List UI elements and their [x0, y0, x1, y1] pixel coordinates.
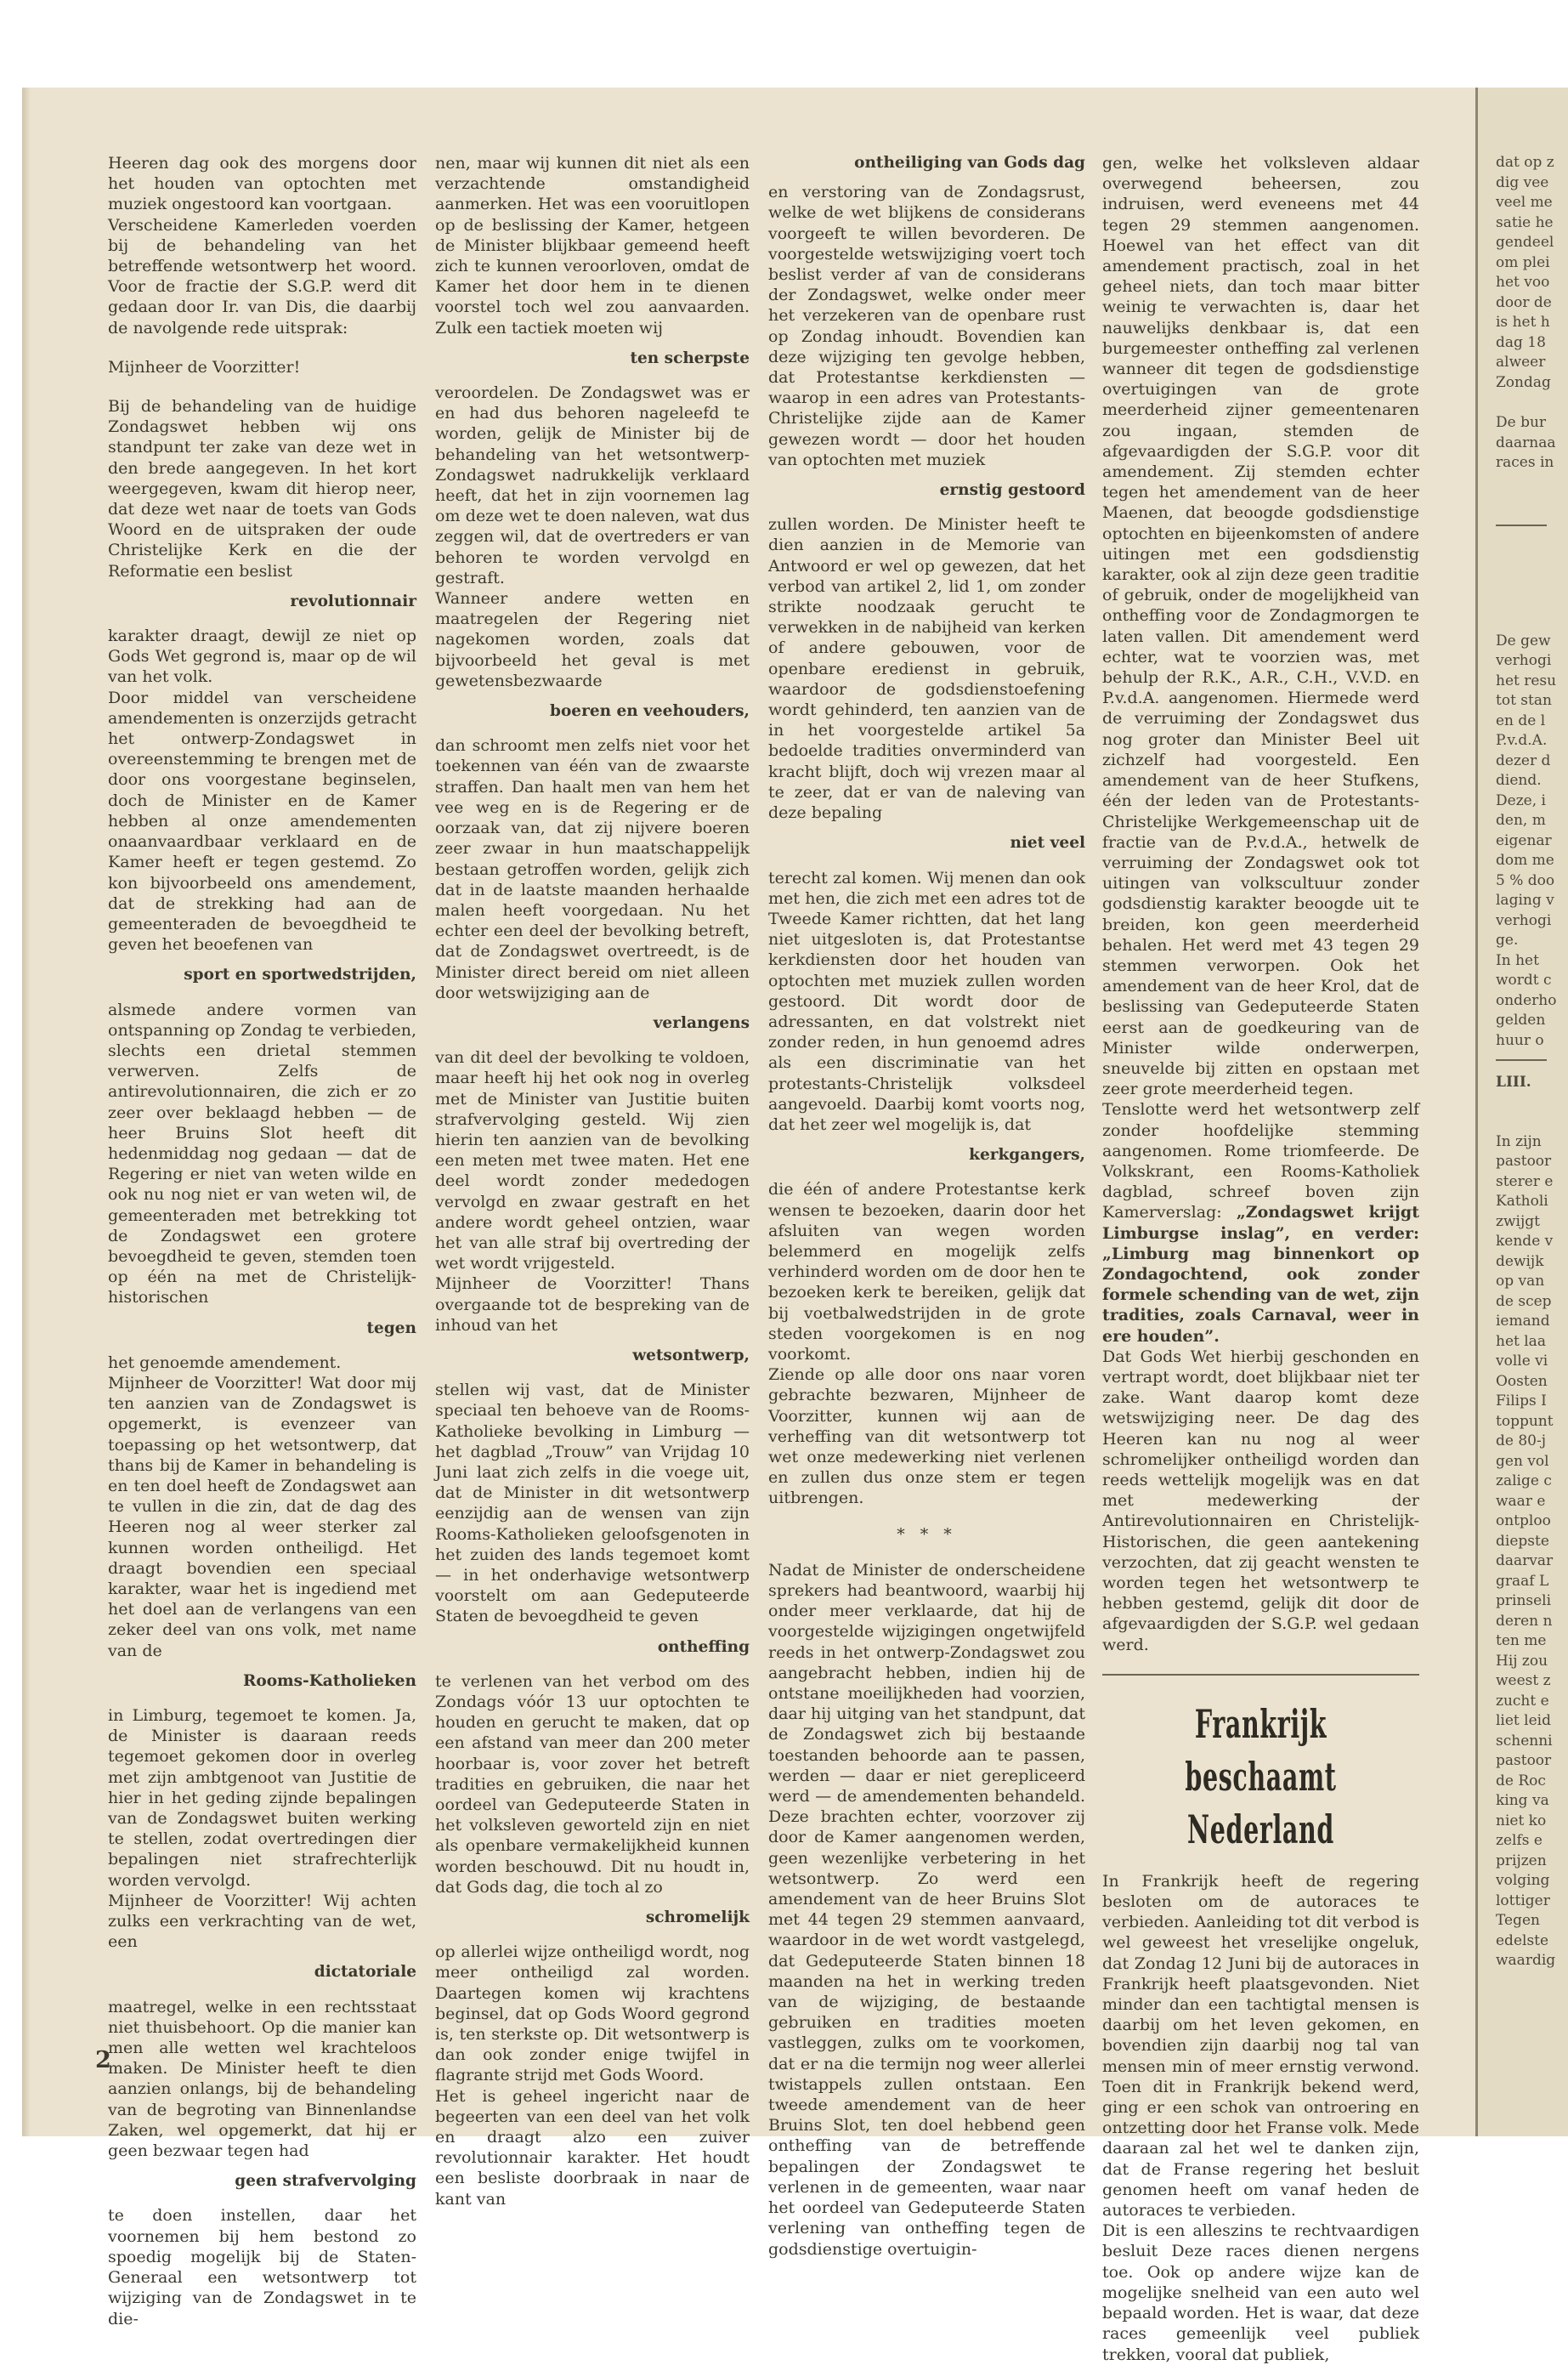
keyword-heading: verlangens: [653, 1013, 750, 1032]
fragment-line: gendeel: [1496, 234, 1554, 251]
paragraph: stellen wij vast, dat de Minister speciaal ten behoeve van de Rooms-Katholieke bevolking in Limburg — het dagblad „Trouw” van Vrijdag 10 Juni laat zich zelfs in die voege uit, dat de Minister in dit wetsontwerp eenzijdig aan de wensen van zijn Rooms-Katholieken geloofsgenoten in het zuiden des lands tegemoet komt — in het onderhavige wetsontwerp voorstelt om aan Gedeputeerde Staten de bevoegdheid te geven: [435, 1381, 750, 1626]
fragment-line: het resu: [1496, 672, 1557, 689]
fragment-line: graaf L: [1496, 1572, 1549, 1590]
divider: [1102, 1674, 1419, 1676]
paragraph: dan schroomt men zelfs niet voor het toekennen van één van de zwaarste straffen. Dan haalt men van hem het vee weg en is de Regering er de oorzaak van, dat zij nijvere boeren zeer zwaar in hun maatschappelijk bestaan getroffen worden, gelijk zich dat in de laatste maanden herhaalde malen heeft voorgedaan. Nu het echter een deel der bevolking betreft, dat de Zondagswet overtreedt, is de Minister direct bereid om niet alleen door wetswijziging aan de: [435, 736, 750, 1002]
next-page-fragment: [1496, 153, 1564, 1971]
paragraph: Ziende op alle door ons naar voren gebrachte bezwaren, Mijnheer de Voorzitter, kunnen wij aan de verheffing van dit wetsontwerp tot wet onze medewerking niet verlenen en zullen dus onze stem er tegen uitbrengen.: [768, 1365, 1085, 1508]
fragment-line: laging v: [1496, 892, 1554, 909]
paragraph-text: Tenslotte werd het wetsontwerp zelf zonder hoofdelijke stemming aangenomen. Rome triomfeerde. De Volkskrant, een Rooms-Katholiek dagblad, schreef boven zijn Kamerverslag:: [1102, 1100, 1419, 1222]
paragraph: In Frankrijk heeft de regering besloten om de autoraces te verbieden. Aanleiding tot dit verbod is wel geweest het vreselijke ongeluk, dat Zondag 12 Juni bij de autoraces in Frankrijk heeft plaatsgevonden. Niet minder dan een tachtigtal mensen is daarbij om het leven gekomen, en bovendien zijn daarbij nog tal van mensen min of meer ernstig verwond. Toen dit in Frankrijk bekend werd, ging er een schok van ontroering en ontzetting door het Franse volk. Mede daaraan zal het wel te danken zijn, dat de Franse regering het besluit genomen heeft om vanaf heden de autoraces te verbieden.: [1102, 1871, 1419, 2220]
fragment-line: door de: [1496, 293, 1552, 311]
fragment-line: diepste: [1496, 1532, 1549, 1550]
keyword-heading: ontheiliging van Gods dag: [854, 154, 1085, 172]
paragraph: Wanneer andere wetten en maatregelen der Regering niet nagekomen worden, zoals dat bijvoorbeeld het geval is met gewetensbezwaarde: [435, 589, 750, 690]
fragment-line: pastoor: [1496, 1752, 1552, 1769]
fragment-block-a: [1496, 153, 1564, 393]
fragment-line: Oosten: [1496, 1372, 1548, 1390]
keyword-heading: schromelijk: [645, 1908, 750, 1927]
fragment-line: deren n: [1496, 1612, 1553, 1630]
paragraph: te doen instellen, daar het voornemen bij hem bestond zo spoedig mogelijk bij de Staten-Generaal een wetsontwerp tot wijziging van de Zondagswet in te die-: [108, 2206, 416, 2328]
fragment-line: volging: [1496, 1872, 1550, 1889]
fragment-line: Hij zou: [1496, 1652, 1548, 1670]
paragraph: en verstoring van de Zondagsrust, welke de wet blijkens de considerans voorgeeft te willen bevorderen. De voorgestelde wetswijziging voert toch beslist verder af van de considerans der Zondagswet, welke onder meer het verzekeren van de openbare rust op Zondag inhoudt. Bovendien kan deze wijziging ten gevolge hebben, dat Protestantse kerkdiensten — waarop in een adres van Protestants-Christelijke zijde aan de Kamer gewezen wordt — door het houden van optochten met muziek: [768, 183, 1085, 469]
fragment-line: veel me: [1496, 194, 1553, 211]
fragment-divider: [1496, 1059, 1547, 1061]
paragraph: te verlenen van het verbod om des Zondags vóór 13 uur optochten te houden en gerucht te maken, dat op een afstand van meer dan 200 meter hoorbaar is, voor zover het betreft tradities en gebruiken, die naar het oordeel van Gedeputeerde Staten in het volksleven geworteld zijn en niet als openbare vermakelijkheid kunnen worden beschouwd. Dit nu houdt in, dat Gods dag, die toch al zo: [435, 1671, 750, 1897]
article-headline: [1163, 1698, 1359, 1856]
fragment-line: Zondag: [1496, 373, 1551, 391]
column-3: [768, 153, 1085, 2260]
keyword-heading: tegen: [366, 1319, 416, 1337]
paragraph: zullen worden. De Minister heeft te dien aanzien in de Memorie van Antwoord er wel op gewezen, dat het verbod van artikel 2, lid 1, om zonder strikte noodzaak gerucht te verwekken in de nabijheid van kerken of andere gebouwen, voor de openbare eredienst in gebruik, waardoor de godsdienstoefening wordt gehinderd, ten aanzien van de in het voorgestelde artikel 5a bedoelde tradities onverminderd van kracht blijft, doch wij vrezen maar al te zeer, dat er van de naleving van deze bepaling: [768, 515, 1085, 823]
fragment-line: daarvar: [1496, 1552, 1554, 1569]
fragment-line: dewijk: [1496, 1252, 1544, 1270]
fragment-line: waar e: [1496, 1492, 1546, 1510]
fragment-line: zalige c: [1496, 1472, 1552, 1489]
column-1: [108, 153, 416, 2329]
paragraph: Nadat de Minister de onderscheidene sprekers had beantwoord, waarbij hij onder meer verklaarde, dat hij de voorgestelde wijzigingen ongetwijfeld reeds in het ontwerp-Zondagswet zou aangebracht hebben, indien hij de ontstane moeilijkheden had voorzien, daar hij uitging van het standpunt, dat de Zondagswet zich bij bestaande toestanden behoorde aan te passen, werden — daar er niet gerepliceerd werd — de amendementen behandeld. Deze brachten echter, voorzover zij door de Kamer aangenomen werden, geen wezenlijke verbetering in het wetsontwerp. Zo werd een amendement van de heer Bruins Slot met 44 tegen 29 stemmen aanvaard, waardoor in de wet wordt vastgelegd, dat Gedeputeerde Staten binnen 18 maanden na het in werking treden van de wijziging, de bestaande gebruiken en tradities moeten vastleggen, zulks om te voorkomen, dat er na die termijn nog weer allerlei twistappels zullen ontstaan. Een tweede amendement van de heer Bruins Slot, ten doel hebbend geen ontheffing van de betreffende bepalingen der Zondagswet te verlenen in de gemeenten, waar naar het oordeel van Gedeputeerde Staten verlening van ontheffing tegen de godsdienstige overtuigin-: [768, 1560, 1085, 2259]
paragraph: Het is geheel ingericht naar de begeerten van een deel van het volk en draagt alzo een zuiver revolutionnair karakter. Het houdt een besliste doorbraak in naar de kant van: [435, 2086, 750, 2209]
fragment-line: weest z: [1496, 1672, 1551, 1689]
paragraph: die één of andere Protestantse kerk wensen te bezoeken, daarin door het afsluiten van wegen worden belemmerd en mogelijk zelfs verhinderd worden om de door hen te bezoeken kerk te bereiken, gelijk dat bij voetbalwedstrijden in de grote steden voorgekomen is en nog voorkomt.: [768, 1180, 1085, 1364]
fragment-line: ontploo: [1496, 1512, 1551, 1529]
fragment-line: het voo: [1496, 274, 1550, 291]
fragment-line: de 80-j: [1496, 1432, 1546, 1449]
fragment-line: satie he: [1496, 213, 1554, 231]
fragment-line: ge.: [1496, 932, 1519, 949]
quote-bold: „Zondagswet krijgt Limburgse inslag”, en verder: „Limburg mag binnenkort op Zondagochtend, ook zonder formele schending van de wet, zijn tradities, zoals Carnaval, weer in ere houden”.: [1102, 1203, 1419, 1346]
fragment-line: gen vol: [1496, 1452, 1549, 1470]
page-edge-shadow: [22, 88, 31, 2136]
paragraph: het genoemde amendement.: [108, 1353, 342, 1372]
fragment-line: races in: [1496, 454, 1554, 471]
keyword-heading: geen strafvervolging: [235, 2172, 416, 2191]
keyword-heading: sport en sportwedstrijden,: [184, 966, 416, 984]
fragment-block-d: [1496, 1132, 1564, 1971]
paragraph: Dat Gods Wet hierbij geschonden en vertrapt wordt, doet blijkbaar niet ter zake. Want daarop komt deze wetswijziging neer. De dag des Heeren kan nu nog al weer schromelijker ontheiligd worden dan reeds wettelijk mogelijk was en dat met medewerking der Antirevolutionnairen en Christelijk-Historischen, die geen aantekening verzochten, dat zij geacht wensten te worden tegen het wetsontwerp te hebben gestemd, gelijk dit door de afgevaardigden der S.G.P. wel gedaan werd.: [1102, 1347, 1419, 1654]
keyword-heading: revolutionnair: [290, 592, 416, 610]
fragment-line: daarnaa: [1496, 434, 1556, 451]
fragment-line: toppunt: [1496, 1412, 1554, 1430]
keyword-heading: Rooms-Katholieken: [243, 1671, 416, 1690]
fragment-line: de scep: [1496, 1292, 1552, 1310]
fragment-line: In zijn: [1496, 1132, 1542, 1150]
paragraph: veroordelen. De Zondagswet was er en had dus behoren nageleefd te worden, gelijk de Minister bij de behandeling van het wetsontwerp-Zondagswet nadrukkelijk verklaard heeft, dat het in zijn voornemen lag om deze wet te doen naleven, wat dus zeggen wil, dat de overtreders er van behoren te worden vervolgd en gestraft.: [435, 383, 750, 587]
paragraph: Mijnheer de Voorzitter! Wij achten zulks een verkrachting van de wet, een: [108, 1891, 416, 1952]
paragraph: Bij de behandeling van de huidige Zondagswet hebben wij ons standpunt ter zake van deze wet in den brede aangegeven. In het kort weergegeven, kwam dit hierop neer, dat deze wet naar de toets van Gods Woord en de uitspraken der oude Christelijke Kerk en die der Reformatie een beslist: [108, 397, 416, 581]
paragraph: van dit deel der bevolking te voldoen, maar heeft hij het ook nog in overleg met de Minister van Justitie buiten strafvervolging gesteld. Wij zien hierin ten aanzien van de bevolking een meten met twee maten. Het ene deel wordt zonder mededogen vervolgd en zwaar gestraft en het andere wordt geheel ontzien, waar het van alle straf bij overtreding der wet wordt vrijgesteld.: [435, 1048, 750, 1273]
paragraph: [1102, 1099, 1419, 1346]
section-separator: * * *: [897, 1524, 957, 1544]
fragment-line: schenni: [1496, 1732, 1553, 1750]
keyword-heading: ernstig gestoord: [939, 481, 1085, 500]
fragment-divider: [1496, 525, 1547, 526]
fragment-line: verhogi: [1496, 911, 1552, 929]
fragment-line: ten me: [1496, 1632, 1547, 1649]
fragment-line: volle vi: [1496, 1353, 1548, 1370]
fragment-line: sterer e: [1496, 1172, 1554, 1190]
fragment-line: In het: [1496, 951, 1539, 969]
fragment-line: 5 % doo: [1496, 871, 1555, 889]
paragraph: Heeren dag ook des morgens door het houden van optochten met muziek ongestoord kan voortgaan.: [108, 154, 416, 214]
fragment-line: niet ko: [1496, 1812, 1547, 1829]
fragment-line: dig vee: [1496, 173, 1549, 191]
fragment-line: gelden: [1496, 1012, 1546, 1029]
fragment-line: het laa: [1496, 1332, 1546, 1350]
paragraph: Verscheidene Kamerleden voerden bij de behandeling van het betreffende wetsontwerp het woord. Voor de fractie der S.G.P. werd dit gedaan door Ir. van Dis, die daarbij de navolgende rede uitsprak:: [108, 215, 416, 337]
fragment-line: dat op z: [1496, 154, 1554, 171]
fragment-line: king va: [1496, 1792, 1549, 1809]
fragment-line: Katholi: [1496, 1193, 1548, 1210]
fragment-line: is het h: [1496, 314, 1550, 331]
fragment-line: om plei: [1496, 253, 1550, 271]
fragment-line: Tegen: [1496, 1912, 1540, 1929]
keyword-heading: wetsontwerp,: [632, 1346, 750, 1364]
headline-line-2: Nederland: [1187, 1806, 1334, 1852]
paragraph: nen, maar wij kunnen dit niet als een verzachtende omstandigheid aanmerken. Het was een vooruitlopen op de beslissing der Kamer, hetgeen de Minister blijkbaar gemeend heeft zich te kunnen veroorloven, omdat de Kamer het door hem in te dienen voorstel toch wel zou aanvaarden. Zulk een tactiek moeten wij: [435, 154, 750, 337]
fragment-line: tot stan: [1496, 692, 1552, 709]
fragment-line: prinseli: [1496, 1592, 1552, 1609]
fragment-line: zelfs e: [1496, 1832, 1543, 1849]
fragment-line: de Roc: [1496, 1772, 1546, 1789]
fragment-line: alweer: [1496, 354, 1546, 371]
fragment-line: op van: [1496, 1273, 1545, 1290]
fragment-line: zwijgt: [1496, 1212, 1540, 1230]
fragment-line: dom me: [1496, 852, 1554, 869]
fragment-line: prijzen: [1496, 1852, 1547, 1869]
fragment-line: kende v: [1496, 1233, 1554, 1250]
salutation: Mijnheer de Voorzitter!: [108, 357, 301, 377]
keyword-heading: kerkgangers,: [969, 1146, 1085, 1165]
fragment-line: P.v.d.A.: [1496, 732, 1548, 749]
keyword-heading: niet veel: [1010, 834, 1085, 853]
fragment-line: huur o: [1496, 1031, 1544, 1049]
fragment-line: edelste: [1496, 1931, 1549, 1949]
fragment-block-c: [1496, 632, 1564, 1052]
fragment-line: wordt c: [1496, 972, 1552, 989]
paragraph: Door middel van verscheidene amendementen is onzerzijds getracht het ontwerp-Zondagswet in overeenstemming te brengen met de door ons voorgestane beginselen, doch de Minister en de Kamer hebben al onze amendementen onaanvaardbaar verklaard en de Kamer heeft er tegen gestemd. Zo kon bijvoorbeeld ons amendement, dat de strekking had aan de gemeenteraden de bevoegdheid te geven het beoefenen van: [108, 688, 416, 955]
paragraph: in Limburg, tegemoet te komen. Ja, de Minister is daaraan reeds tegemoet gekomen door in overleg met zijn ambtgenoot van Justitie de hier in het geding zijnde bepalingen van de Zondagswet buiten werking te stellen, zodat overtredingen dier bepalingen niet strafrechterlijk worden vervolgd.: [108, 1706, 416, 1890]
fragment-line: eigenar: [1496, 831, 1552, 849]
headline-line-1: Frankrijk beschaamt: [1185, 1700, 1337, 1800]
paragraph: karakter draagt, dewijl ze niet op Gods Wet gegrond is, maar op de wil van het volk.: [108, 627, 416, 687]
keyword-heading: ontheffing: [657, 1637, 750, 1656]
fragment-line: zucht e: [1496, 1692, 1549, 1710]
paragraph: Mijnheer de Voorzitter! Wat door mij ten aanzien van de Zondagswet is opgemerkt, is evenzeer van toepassing op het wetsontwerp, dat thans bij de Kamer in behandeling is en ten doel heeft de Zondagswet aan te vullen in die zin, dat de dag des Heeren nog al weer sterker zal kunnen worden ontheiligd. Het draagt bovendien een speciaal karakter, waar het is ingediend met het doel aan de verlangens van een zeker deel van ons volk, met name van de: [108, 1373, 416, 1660]
fragment-line: dezer d: [1496, 751, 1551, 769]
column-4: [1102, 153, 1419, 2365]
fragment-block-b: [1496, 413, 1564, 474]
fragment-line: lottiger: [1496, 1891, 1550, 1909]
fragment-line: Deze, i: [1496, 791, 1546, 809]
fragment-heading: LIII.: [1496, 1074, 1531, 1091]
paragraph: maatregel, welke in een rechtsstaat niet thuisbehoort. Op die manier kan men alle wetten wel krachteloos maken. De Minister heeft te dien aanzien onlangs, bij de behandeling van de begroting van Binnenlandse Zaken, wel opgemerkt, dat hij er geen bezwaar tegen had: [108, 1997, 416, 2161]
fragment-line: diend.: [1496, 772, 1542, 789]
fragment-line: De gew: [1496, 632, 1551, 649]
fragment-line: De bur: [1496, 414, 1547, 431]
page-number: 2: [95, 2047, 111, 2073]
paragraph: Mijnheer de Voorzitter! Thans overgaande tot de bespreking van de inhoud van het: [435, 1274, 750, 1335]
paragraph: terecht zal komen. Wij menen dan ook met hen, die zich met een adres tot de Tweede Kamer richtten, dat het lang niet uitgesloten is, dat Protestantse kerkdiensten door het houden van optochten met muziek zullen worden gestoord. Dit wordt door de adressanten, en dat volstrekt niet zonder reden, in hun genoemd adres als een discriminatie van het protestants-Christelijk volksdeel aangevoeld. Daarbij komt voorts nog, dat het zeer wel mogelijk is, dat: [768, 868, 1085, 1134]
keyword-heading: dictatoriale: [314, 1963, 416, 1982]
fragment-line: en de l: [1496, 712, 1546, 729]
fragment-line: verhogi: [1496, 652, 1552, 669]
paragraph: alsmede andere vormen van ontspanning op Zondag te verbieden, slechts een drietal stemmen verwerven. Zelfs de antirevolutionnairen, die zich er zo zeer over beklaagd hebben — de heer Bruins Slot heeft dit hedenmiddag nog gedaan — dat de Regering er niet van weten wilde en ook nu nog niet er van weten wil, de gemeenteraden met betrekking tot de Zondagswet een grotere bevoegdheid te geven, stemden toen op één na met de Christelijk-historischen: [108, 1000, 416, 1307]
fragment-line: pastoor: [1496, 1153, 1552, 1170]
fragment-line: liet leid: [1496, 1712, 1551, 1729]
fragment-line: onderho: [1496, 991, 1557, 1009]
keyword-heading: boeren en veehouders,: [550, 702, 750, 721]
fragment-line: den, m: [1496, 812, 1546, 829]
paragraph: gen, welke het volksleven aldaar overwegend beheersen, zou indruisen, werd eveneens met 44 tegen 29 stemmen aangenomen. Hoewel van het effect van dit amendement practisch, zoal in het geheel niets, dan toch maar bitter weinig te verwachten is, daar het nauwelijks denkbaar is, dat een burgemeester ontheffing zal verlenen wanneer dit tegen de godsdienstige overtuigingen van de grote meerderheid zijner gemeentenaren zou ingaan, stemden de afgevaardigden der S.G.P. voor dit amendement. Zij stemden echter tegen het amendement van de heer Maenen, dat beoogde godsdienstige optochten en bijeenkomsten of andere uitingen met een godsdienstig karakter, ook al zijn deze geen traditie of gebruik, onder de mogelijkheid van ontheffing voor de Zondagmorgen te laten vallen. Dit amendement werd echter, wat te voorzien was, met behulp der R.K., A.R., C.H., V.V.D. en P.v.d.A. aangenomen. Hiermede werd de verruiming der Zondagswet dus nog groter dan Minister Beel uit zichzelf had voorgesteld. Een amendement van de heer Stufkens, één der leden van de Protestants-Christelijke Werkgemeenschap uit de fractie van de P.v.d.A., hetwelk de verruiming der Zondagswet ook tot uitingen van volkscultuur zonder godsdienstig karakter beoogde uit te breiden, kon geen meerderheid behalen. Het werd met 43 tegen 29 stemmen verworpen. Ook het amendement van de heer Krol, dat de beslissing van Gedeputeerde Staten eerst aan de goedkeuring van de Minister wilde onderwerpen, sneuvelde bij zitten en opstaan met zeer grote meerderheid tegen.: [1102, 154, 1419, 1099]
paragraph: Dit is een alleszins te rechtvaardigen besluit Deze races dienen nergens toe. Ook op andere wijze kan de mogelijke snelheid van een auto wel bepaald worden. Het is waar, dat deze races gemeenlijk veel publiek trekken, vooral dat publiek,: [1102, 2221, 1419, 2364]
fragment-line: iemand: [1496, 1313, 1550, 1330]
fragment-line: Filips I: [1496, 1392, 1547, 1409]
fragment-line: dag 18: [1496, 333, 1546, 351]
fragment-line: waardig: [1496, 1952, 1556, 1969]
column-2: [435, 153, 750, 2209]
paragraph: op allerlei wijze ontheiligd wordt, nog meer ontheiligd zal worden. Daartegen komen wij krachtens beginsel, dat op Gods Woord gegrond is, ten sterkste op. Dit wetsontwerp is dan ook zonder enige twijfel in flagrante strijd met Gods Woord.: [435, 1942, 750, 2085]
keyword-heading: ten scherpste: [630, 349, 750, 367]
